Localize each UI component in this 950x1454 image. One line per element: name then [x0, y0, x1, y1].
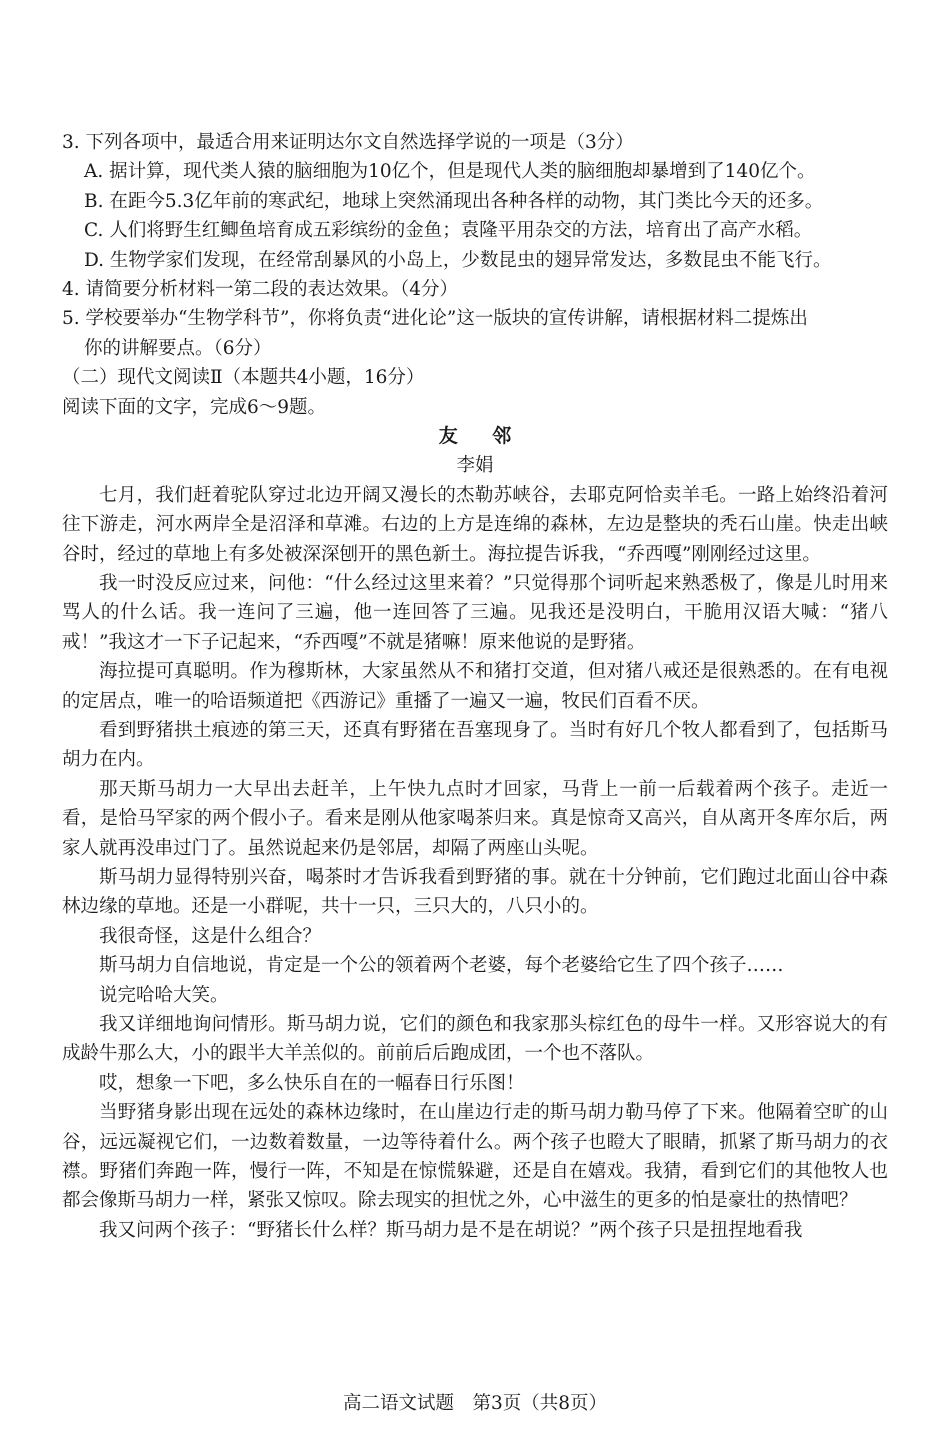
question-3-option-b: B. 在距今5.3亿年前的寒武纪，地球上突然涌现出各种各样的动物，其门类比今天的还多。: [84, 190, 824, 212]
article-author: 李娟: [456, 455, 494, 477]
article-paragraph: 斯马胡力自信地说，肯定是一个公的领着两个老婆，每个老婆给它生了四个孩子……: [99, 955, 784, 977]
article-paragraph: 我很奇怪，这是什么组合？: [99, 925, 322, 947]
section-heading: （二）现代文阅读Ⅱ（本题共4小题，16分）: [62, 367, 425, 389]
section-instruction: 阅读下面的文字，完成6～9题。: [62, 396, 327, 418]
article-paragraph: 哎，想象一下吧，多么快乐自在的一幅春日行乐图！: [99, 1072, 525, 1094]
question-4: 4. 请简要分析材料一第二段的表达效果。（4分）: [62, 278, 459, 300]
question-5-line-1: 5. 学校要举办“生物学科节”，你将负责“进化论”这一版块的宣传讲解，请根据材料二提炼出: [62, 308, 808, 330]
article-paragraph: 看到野猪拱土痕迹的第三天，还真有野猪在吾塞现身了。当时有好几个牧人都看到了，包括斯马胡力在内。: [62, 719, 888, 771]
article-paragraph: 说完哈哈大笑。: [99, 984, 229, 1006]
question-3-option-a: A. 据计算，现代类人猿的脑细胞为10亿个，但是现代人类的脑细胞却暴增到了140亿个。: [84, 161, 816, 183]
question-3-option-c: C. 人们将野生红鲫鱼培育成五彩缤纷的金鱼；袁隆平用杂交的方法，培育出了高产水稻。: [84, 220, 813, 242]
article-title: 友 邻: [438, 424, 526, 447]
article-paragraph: 我又详细地询问情形。斯马胡力说，它们的颜色和我家那头棕红色的母牛一样。又形容说大的有成龄牛那么大，小的跟半大羊羔似的。前前后后跑成团，一个也不落队。: [62, 1014, 888, 1065]
question-3-option-d: D. 生物学家们发现，在经常刮暴风的小岛上，少数昆虫的翅异常发达，多数昆虫不能飞行。: [84, 249, 832, 271]
article-paragraph: 斯马胡力显得特别兴奋，喝茶时才告诉我看到野猪的事。就在十分钟前，它们跑过北面山谷中森林边缘的草地。还是一小群呢，共十一只，三只大的，八只小的。: [62, 866, 888, 918]
article-paragraph: 当野猪身影出现在远处的森林边缘时，在山崖边行走的斯马胡力勒马停了下来。他隔着空旷的山谷，远远凝视它们，一边数着数量，一边等待着什么。两个孩子也瞪大了眼睛，抓紧了斯马胡力的衣襟。野猪们奔跑一阵，慢行一阵，不知是在惊慌躲避，还是自在嬉戏。我猜，看到它们的其他牧人也都会像斯马胡力一样，紧张又惊叹。除去现实的担忧之外，心中滋生的更多的怕是豪壮的热情吧？: [62, 1102, 888, 1212]
question-3-stem: 3. 下列各项中，最适合用来证明达尔文自然选择学说的一项是（3分）: [62, 132, 634, 153]
article-body: [62, 481, 888, 1246]
article-paragraph: 那天斯马胡力一大早出去赶羊，上午快九点时才回家，马背上一前一后载着两个孩子。走近一看，是恰马罕家的两个假小子。看来是刚从他家喝茶归来。真是惊奇又高兴，自从离开冬库尔后，两家人就再没串过门了。虽然说起来仍是邻居，却隔了两座山头呢。: [62, 778, 888, 859]
question-5-line-2: 你的讲解要点。（6分）: [84, 337, 272, 359]
article-paragraph: 七月，我们赶着驼队穿过北边开阔又漫长的杰勒苏峡谷，去耶克阿恰卖羊毛。一路上始终沿着河往下游走，河水两岸全是沼泽和草滩。右边的上方是连绵的森林，左边是整块的秃石山崖。快走出峡谷时，经过的草地上有多处被深深刨开的黑色新土。海拉提告诉我，“乔西嘎”刚刚经过这里。: [62, 484, 888, 565]
page-footer: 高二语文试题 第3页（共8页）: [342, 1393, 608, 1414]
page-content: [62, 128, 888, 1245]
article-paragraph: 我一时没反应过来，问他：“什么经过这里来着？”只觉得那个词听起来熟悉极了，像是儿时用来骂人的什么话。我一连问了三遍，他一连回答了三遍。见我还是没明白，干脆用汉语大喊：“猪八戒！”我这才一下子记起来，“乔西嘎”不就是猪嘛！原来他说的是野猪。: [62, 572, 888, 653]
article-paragraph: 海拉提可真聪明。作为穆斯林，大家虽然从不和猪打交道，但对猪八戒还是很熟悉的。在有电视的定居点，唯一的哈语频道把《西游记》重播了一遍又一遍，牧民们百看不厌。: [62, 661, 888, 712]
article-paragraph: 我又问两个孩子：“野猪长什么样？斯马胡力是不是在胡说？”两个孩子只是扭捏地看我: [99, 1219, 803, 1241]
